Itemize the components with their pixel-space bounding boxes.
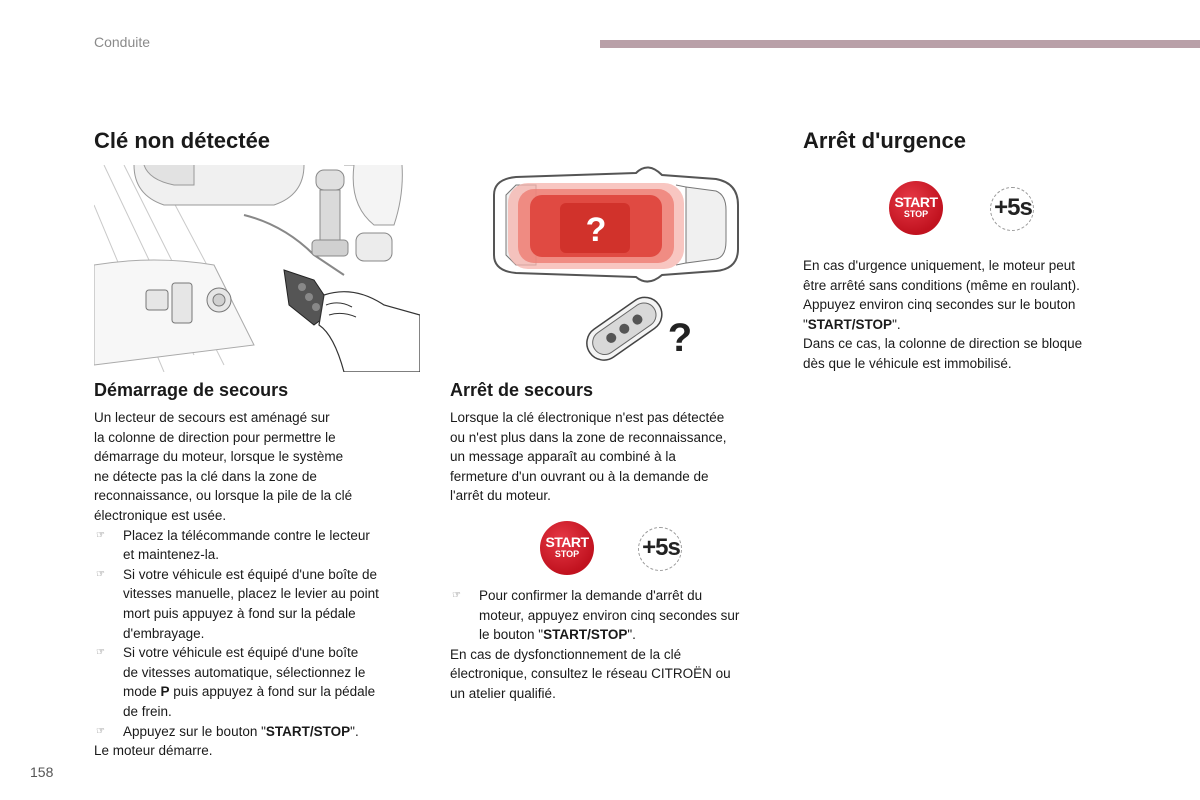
title-cle-non-detectee: Clé non détectée xyxy=(94,128,271,153)
bullet-item xyxy=(94,565,414,643)
text-span: le bouton " xyxy=(479,627,544,643)
bold-span: START/STOP xyxy=(807,316,893,332)
arret-urgence-text xyxy=(803,256,1133,374)
hand-pointer-icon: ☞ xyxy=(96,647,105,659)
arret-secours-bullet xyxy=(450,586,780,704)
bullet-line xyxy=(123,682,414,702)
plus-5-seconds-label: +5s xyxy=(994,194,1032,221)
bullet-line: Pour confirmer la demande d'arrêt du xyxy=(479,588,703,603)
title-arret-d-urgence: Arrêt d'urgence xyxy=(803,128,966,153)
bullet-line: d'embrayage. xyxy=(123,625,205,641)
bullet-line xyxy=(123,722,414,742)
demarrage-intro-line: ne détecte pas la clé dans la zone de xyxy=(94,468,317,484)
bold-span: START/STOP xyxy=(265,723,351,739)
key-fob-illustration xyxy=(580,293,700,373)
section-label: Conduite xyxy=(94,34,151,50)
car-question-mark: ? xyxy=(585,211,607,249)
arret-intro-line: fermeture d'un ouvrant ou à la demande de xyxy=(450,468,709,484)
demarrage-outro: Le moteur démarre. xyxy=(94,743,213,759)
urgence-line: Dans ce cas, la colonne de direction se bloque xyxy=(803,336,1083,352)
text-span: ". xyxy=(350,723,359,739)
urgence-line: Appuyez environ cinq secondes sur le bouton xyxy=(803,297,1076,313)
bullet-line: Si votre véhicule est équipé d'une boîte xyxy=(123,645,359,661)
urgence-line: dès que le véhicule est immobilisé. xyxy=(803,355,1012,371)
start-stop-button-icon xyxy=(540,521,594,575)
stop-label: STOP xyxy=(903,209,929,219)
bullet-item xyxy=(450,586,780,645)
text-span: ". xyxy=(892,316,901,332)
arret-outro-line: un atelier qualifié. xyxy=(450,685,556,701)
plus-5-seconds-label: +5s xyxy=(642,534,680,561)
bullet-line: mort puis appuyez à fond sur la pédale xyxy=(123,605,356,621)
car-top-view-illustration xyxy=(486,165,746,285)
plus-5-seconds-icon xyxy=(990,187,1034,231)
bullet-line: et maintenez-la. xyxy=(123,547,220,563)
start-stop-button-icon xyxy=(889,181,943,235)
bullet-item xyxy=(94,722,414,742)
demarrage-intro-line: démarrage du moteur, lorsque le système xyxy=(94,449,344,465)
dashboard-key-illustration xyxy=(94,165,420,372)
bullet-item xyxy=(94,643,414,721)
bullet-line: moteur, appuyez environ cinq secondes sur xyxy=(479,607,740,623)
demarrage-intro-line: la colonne de direction pour permettre le xyxy=(94,429,336,445)
urgence-line: être arrêté sans conditions (même en roulant). xyxy=(803,277,1080,293)
demarrage-text xyxy=(94,408,414,761)
key-question-mark: ? xyxy=(667,316,693,360)
bold-span: START/STOP xyxy=(543,627,628,643)
arret-intro-line: l'arrêt du moteur. xyxy=(450,488,551,504)
start-label: START xyxy=(894,194,938,210)
urgence-line: En cas d'urgence uniquement, le moteur peut xyxy=(803,258,1075,273)
heading-arret-de-secours: Arrêt de secours xyxy=(450,380,594,400)
bold-span: P xyxy=(160,684,170,700)
bullet-line: de vitesses automatique, sélectionnez le xyxy=(123,664,366,680)
heading-demarrage-de-secours: Démarrage de secours xyxy=(94,380,289,400)
text-span: Appuyez sur le bouton " xyxy=(123,723,266,739)
demarrage-intro-line: Un lecteur de secours est aménagé sur xyxy=(94,410,330,425)
demarrage-intro-line: reconnaissance, ou lorsque la pile de la clé xyxy=(94,488,353,504)
urgence-line xyxy=(803,315,1133,335)
text-span: puis appuyez à fond sur la pédale xyxy=(169,684,376,700)
hand-pointer-icon: ☞ xyxy=(96,529,105,541)
hand-pointer-icon: ☞ xyxy=(96,725,105,737)
bullet-line xyxy=(479,625,780,645)
text-span: mode xyxy=(123,684,161,700)
demarrage-intro-line: électronique est usée. xyxy=(94,507,227,523)
arret-intro-line: ou n'est plus dans la zone de reconnaissance, xyxy=(450,429,727,445)
text-span: " xyxy=(803,316,808,332)
bullet-line: de frein. xyxy=(123,703,172,719)
text-span: ". xyxy=(627,627,636,643)
stop-label: STOP xyxy=(554,549,580,559)
arret-outro-line: électronique, consultez le réseau CITROËN ou xyxy=(450,666,731,682)
arret-intro-line: Lorsque la clé électronique n'est pas détectée xyxy=(450,410,725,425)
hand-pointer-icon: ☞ xyxy=(96,568,105,580)
start-label: START xyxy=(545,534,589,550)
bullet-line: Placez la télécommande contre le lecteur xyxy=(123,527,370,543)
bullet-line: vitesses manuelle, placez le levier au point xyxy=(123,586,379,602)
bullet-line: Si votre véhicule est équipé d'une boîte de xyxy=(123,566,378,582)
bullet-item xyxy=(94,526,414,565)
arret-intro-line: un message apparaît au combiné à la xyxy=(450,449,676,465)
section-bar xyxy=(600,40,1200,48)
page-number: 158 xyxy=(30,764,54,780)
hand-pointer-icon: ☞ xyxy=(452,590,461,601)
arret-secours-intro xyxy=(450,408,780,506)
arret-outro-line: En cas de dysfonctionnement de la clé xyxy=(450,646,682,662)
plus-5-seconds-icon xyxy=(638,527,682,571)
